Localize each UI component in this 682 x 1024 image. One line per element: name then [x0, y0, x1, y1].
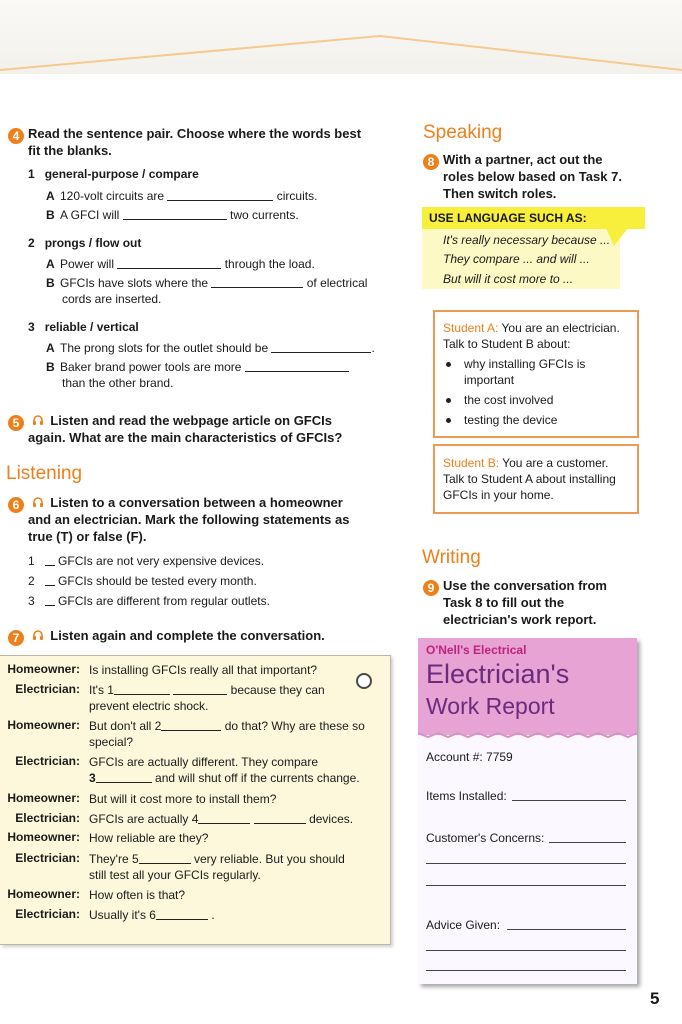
- tf-blank[interactable]: [45, 553, 55, 566]
- task8-line3: Then switch roles.: [443, 186, 557, 201]
- speaker-electrician: Electrician:: [15, 907, 80, 921]
- task6-number: 6: [8, 497, 24, 513]
- task9-line3: electrician's work report.: [443, 612, 597, 627]
- conv-line-9: How often is that?: [89, 888, 186, 902]
- speaker-homeowner: Homeowner:: [7, 887, 80, 901]
- listening-heading: Listening: [6, 463, 83, 484]
- speaking-heading: Speaking: [423, 122, 503, 143]
- task9-line1: 9 Use the conversation from: [423, 577, 607, 596]
- bullet-icon: [446, 398, 451, 403]
- account-number: Account #: 7759: [426, 750, 513, 764]
- speaker-electrician: Electrician:: [15, 851, 80, 865]
- report-title-line1: Electrician's: [426, 659, 570, 689]
- answer-blank[interactable]: [167, 188, 273, 201]
- conv-blank[interactable]: [173, 682, 227, 695]
- headphones-icon[interactable]: [32, 414, 44, 426]
- speaker-electrician: Electrician:: [15, 811, 80, 825]
- answer-blank[interactable]: [117, 256, 221, 269]
- bullet-icon: [446, 362, 451, 367]
- headphones-icon[interactable]: [32, 496, 44, 508]
- language-box-header: USE LANGUAGE SUCH AS:: [422, 207, 645, 229]
- conv-line-4b: 3 and will shut off if the currents change.: [89, 771, 360, 785]
- conv-line-5: But will it cost more to install them?: [89, 792, 277, 806]
- student-a-line1: Student A: You are an electrician.: [443, 321, 620, 335]
- concerns-field-line2[interactable]: [426, 863, 626, 864]
- conv-line-2b: prevent electric shock.: [89, 699, 209, 713]
- task4-item2-b: B GFCIs have slots where the of electrical: [46, 276, 368, 290]
- student-a-bullet1-cont: important: [464, 373, 515, 387]
- task4-item3-b: B Baker brand power tools are more: [46, 359, 349, 375]
- task9-line2: Task 8 to fill out the: [443, 595, 565, 610]
- task7-number: 7: [8, 630, 24, 646]
- task4-item3-b-line2: than the other brand.: [62, 376, 174, 390]
- advice-field-line2[interactable]: [426, 950, 626, 951]
- statement-3: 3 GFCIs are different from regular outlets.: [28, 594, 270, 608]
- task4-item1-a: A 120-volt circuits are circuits.: [46, 189, 318, 203]
- top-decor-line: [0, 0, 682, 80]
- student-a-bullet2: the cost involved: [464, 393, 554, 407]
- report-title-line2: Work Report: [426, 693, 555, 719]
- task8-line2: roles below based on Task 7.: [443, 169, 622, 184]
- student-b-line1: Student B: You are a customer.: [443, 456, 609, 470]
- phrase-1: It's really necessary because ...: [443, 233, 611, 247]
- task4-instruction-line2: fit the blanks.: [28, 143, 112, 158]
- task4-item3-title: 3 reliable / vertical: [28, 320, 139, 334]
- task7-line1: 7 Listen again and complete the conversation.: [8, 627, 325, 646]
- task6-line2: and an electrician. Mark the following statements as: [28, 512, 350, 527]
- task5-number: 5: [8, 415, 24, 431]
- advice-field[interactable]: [507, 929, 626, 930]
- task8-line1: 8 With a partner, act out the: [423, 151, 603, 170]
- task6-line1: 6 Listen to a conversation between a homeowner: [8, 494, 343, 513]
- phrase-3: But will it cost more to ...: [443, 272, 574, 286]
- speaker-electrician: Electrician:: [15, 754, 80, 768]
- advice-field-line3[interactable]: [426, 970, 626, 971]
- conv-blank[interactable]: [254, 811, 306, 824]
- conv-line-3: But don't all 2 do that? Why are these so: [89, 719, 365, 733]
- task4-item2-title: 2 prongs / flow out: [28, 236, 142, 250]
- advice-label: Advice Given:: [426, 918, 501, 932]
- conv-line-8b: still test all your GFCIs regularly.: [89, 868, 261, 882]
- conv-blank[interactable]: [198, 811, 250, 824]
- task4-number: 4: [8, 128, 24, 144]
- conv-blank[interactable]: [96, 770, 152, 783]
- answer-blank[interactable]: [271, 340, 371, 353]
- task6-line3: true (T) or false (F).: [28, 529, 147, 544]
- conv-blank[interactable]: [156, 907, 208, 920]
- speaker-homeowner: Homeowner:: [7, 791, 80, 805]
- writing-heading: Writing: [422, 547, 481, 568]
- task4-item2-a: A Power will through the load.: [46, 257, 315, 271]
- student-a-line2: Talk to Student B about:: [443, 337, 571, 351]
- answer-blank[interactable]: [245, 359, 349, 372]
- phrase-2: They compare ... and will ...: [443, 252, 590, 266]
- conv-line-3b: special?: [89, 735, 134, 749]
- task4-instruction-line1: 4 Read the sentence pair. Choose where the words best: [8, 125, 361, 144]
- company-name: O'Nell's Electrical: [426, 643, 527, 657]
- conv-line-6: GFCIs are actually 4 devices.: [89, 812, 354, 826]
- answer-blank[interactable]: [211, 275, 303, 288]
- student-a-bullet1: why installing GFCIs is: [464, 357, 586, 371]
- tf-blank[interactable]: [45, 573, 55, 586]
- speaker-homeowner: Homeowner:: [7, 830, 80, 844]
- conv-line-4: GFCIs are actually different. They compare: [89, 755, 318, 769]
- speaker-electrician: Electrician:: [15, 682, 80, 696]
- statement-1: 1 GFCIs are not very expensive devices.: [28, 554, 265, 568]
- conv-line-1: Is installing GFCIs really all that important?: [89, 663, 318, 677]
- page-number: 5: [650, 989, 660, 1008]
- task4-item2-b-line2: cords are inserted.: [62, 292, 162, 306]
- concerns-field-line3[interactable]: [426, 885, 626, 886]
- task9-number: 9: [423, 580, 439, 596]
- conv-blank[interactable]: [161, 718, 221, 731]
- concerns-label: Customer's Concerns:: [426, 831, 545, 845]
- concerns-field[interactable]: [549, 842, 626, 843]
- task4-item3-a: A The prong slots for the outlet should be .: [46, 341, 375, 355]
- task4-item1-b: B A GFCI will two currents.: [46, 208, 299, 222]
- conv-blank[interactable]: [114, 682, 170, 695]
- student-b-line2: Talk to Student A about installing: [443, 472, 616, 486]
- speaker-homeowner: Homeowner:: [7, 718, 80, 732]
- task4-item1-title: 1 general-purpose / compare: [28, 167, 199, 181]
- items-installed-label: Items Installed:: [426, 789, 507, 803]
- conv-blank[interactable]: [139, 851, 191, 864]
- task5-line1: 5 Listen and read the webpage article on GFCIs: [8, 412, 332, 431]
- statement-2: 2 GFCIs should be tested every month.: [28, 574, 257, 588]
- student-b-line3: GFCIs in your home.: [443, 488, 554, 502]
- headphones-icon[interactable]: [32, 629, 44, 641]
- answer-blank[interactable]: [123, 207, 227, 220]
- conv-line-7: How reliable are they?: [89, 831, 209, 845]
- student-a-bullet3: testing the device: [464, 413, 558, 427]
- task5-line2: again. What are the main characteristics of GFCIs?: [28, 430, 343, 445]
- conv-line-8: They're 5 very reliable. But you should: [89, 852, 345, 866]
- items-installed-field[interactable]: [512, 800, 626, 801]
- perforation-edge: [418, 731, 637, 739]
- conv-line-10: Usually it's 6 .: [89, 908, 215, 922]
- speaker-homeowner: Homeowner:: [7, 662, 80, 676]
- task8-number: 8: [423, 154, 439, 170]
- conv-line-2: It's 1 because they can: [89, 683, 325, 697]
- bullet-icon: [446, 418, 451, 423]
- tf-blank[interactable]: [45, 593, 55, 606]
